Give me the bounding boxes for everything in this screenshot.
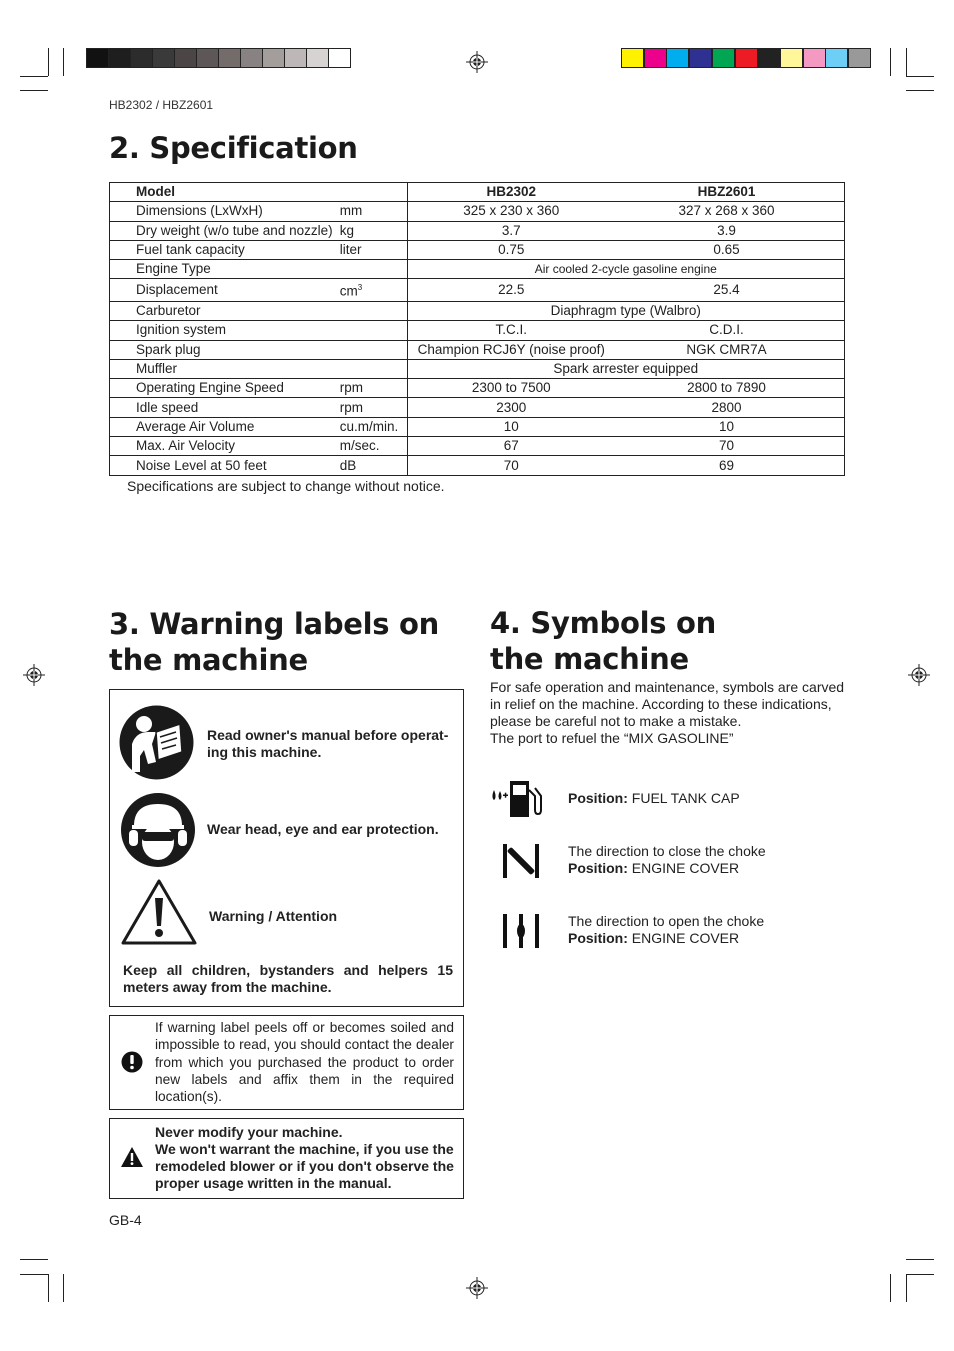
spec-unit [340,417,407,436]
spec-unit [340,437,407,456]
keep-away-notice: Keep all children, bystanders and helpers 15 meters away from the machine. [123,962,453,995]
spec-value-b: NGK CMR7A [615,340,844,359]
gray-swatch [130,48,153,68]
spec-unit-text: cu.m/min. [339,418,399,434]
symbol-item-3 [568,913,764,947]
spec-unit [340,301,407,320]
spec-title: 2. Specification [109,131,358,165]
symbol-3-desc: The direction to open the choke [568,913,765,929]
table-row [110,359,845,378]
table-row [110,456,845,475]
symbols-intro [490,679,848,747]
spec-unit [340,456,407,475]
table-row [110,260,845,279]
registration-mark-icon [908,664,930,686]
color-swatch [803,48,826,68]
symbols-intro-port: The port to refuel the “MIX GASOLINE” [490,730,734,746]
label-replacement-box [109,1015,464,1110]
registration-mark-icon [466,51,488,73]
peel-notice-text: If warning label peels off or becomes soiled and impossible to read, you should contact the dealer from which you purchased the product to order new labels and affix them in the required location(s). [155,1020,454,1105]
spec-value-shared: Air cooled 2-cycle gasoline engine [407,260,845,279]
symbol-3-position: ENGINE COVER [631,930,740,946]
spec-unit-text: rpm [339,399,364,415]
gray-swatch [174,48,197,68]
spec-unit [340,260,407,279]
position-label: Position: [568,930,628,946]
color-swatch [666,48,689,68]
head-eye-ear-protection-icon [120,792,196,868]
spec-value-b: 70 [615,437,844,456]
choke-close-icon [500,842,542,880]
symbol-item-1 [568,790,740,806]
registration-mark-icon [23,664,45,686]
spec-table [109,182,845,476]
color-swatch [757,48,780,68]
spec-unit [340,379,407,398]
table-row [110,301,845,320]
spec-value-a: 0.75 [407,240,615,259]
symbols-title-line1: 4. Symbols on [490,606,716,640]
registration-mark-icon [466,1277,488,1299]
symbols-title-line2: the machine [490,642,689,676]
spec-name: Carburetor [110,301,340,320]
spec-name: Dimensions (LxWxH) [110,202,340,221]
spec-unit [340,321,407,340]
spec-unit [340,279,407,302]
spec-unit-sup: 3 [357,283,363,293]
spec-value-a: T.C.I. [407,321,615,340]
gray-swatch [306,48,329,68]
spec-value-a: 10 [407,417,615,436]
read-manual-icon [118,704,195,781]
position-label: Position: [568,860,628,876]
spec-value-b: 2800 [615,398,844,417]
spec-value-b: 69 [615,456,844,475]
table-row [110,240,845,259]
color-swatch [780,48,803,68]
spec-unit-text: cm [339,283,358,299]
table-header-row [110,183,845,202]
spec-unit [340,240,407,259]
spec-value-a: 2300 to 7500 [407,379,615,398]
spec-unit-text: dB [339,457,357,473]
warning-title-line1: 3. Warning labels on [109,607,440,641]
symbol-item-2 [568,843,766,877]
symbols-title [490,605,716,677]
spec-value-a: 325 x 230 x 360 [407,202,615,221]
fuel-mix-icon [489,778,547,818]
modify-line1: Never modify your machine. [155,1124,343,1140]
gray-swatch [328,48,351,68]
table-row [110,202,845,221]
spec-name: Average Air Volume [110,417,340,436]
spec-value-a: 22.5 [407,279,615,302]
spec-unit-text: rpm [339,380,364,396]
label-protection: Wear head, eye and ear protection. [207,821,439,837]
table-row [110,379,845,398]
spec-value-shared: Diaphragm type (Walbro) [407,301,845,320]
color-swatch [712,48,735,68]
color-swatch [735,48,758,68]
gray-swatch [284,48,307,68]
modify-warning-box [109,1118,464,1199]
spec-value-b: 0.65 [615,240,844,259]
table-row [110,398,845,417]
warning-title [109,606,439,678]
symbols-intro-text: For safe operation and maintenance, symbols are carved in relief on the machine. According to these indications, please be careful not to make a mistake. [490,679,845,729]
spec-value-b: C.D.I. [615,321,844,340]
table-row [110,279,845,302]
spec-unit [340,340,407,359]
gray-swatch [108,48,131,68]
spec-value-a: Champion RCJ6Y (noise proof) [407,340,615,359]
model-header: HB2302 / HBZ2601 [109,98,214,112]
spec-name: Operating Engine Speed [110,379,340,398]
color-swatch [644,48,667,68]
warning-title-line2: the machine [109,643,308,677]
page-number: GB-4 [109,1212,142,1228]
color-swatch [825,48,848,68]
color-swatch [848,48,871,68]
spec-unit [340,202,407,221]
table-row [110,321,845,340]
spec-value-b: 25.4 [615,279,844,302]
gray-swatch [262,48,285,68]
table-row [110,417,845,436]
gray-swatch [218,48,241,68]
spec-name: Ignition system [110,321,340,340]
spec-unit-text: mm [339,203,363,219]
color-swatch [689,48,712,68]
spec-unit-text: kg [339,222,355,238]
position-label: Position: [568,790,628,806]
spec-name: Displacement [110,279,340,302]
label-read-manual: Read owner's manual before operat-ing this machine. [207,727,449,760]
table-row [110,437,845,456]
color-swatch [621,48,644,68]
warning-triangle-icon [120,878,198,946]
col-model-header: Model [136,184,175,200]
modify-line2: We won't warrant the machine, if you use the remodeled blower or if you don't observe the proper usage written in the manual. [155,1141,454,1191]
spec-value-a: 3.7 [407,221,615,240]
symbol-2-desc: The direction to close the choke [568,843,766,859]
spec-value-b: 10 [615,417,844,436]
spec-unit [340,359,407,378]
spec-name: Idle speed [110,398,340,417]
col-b-header: HBZ2601 [697,184,756,200]
col-a-header: HB2302 [407,183,615,202]
spec-value-a: 70 [407,456,615,475]
gray-swatch [196,48,219,68]
spec-name: Max. Air Velocity [110,437,340,456]
spec-value-b: 2800 to 7890 [615,379,844,398]
table-row [110,221,845,240]
spec-name: Muffler [110,359,340,378]
spec-name: Engine Type [110,260,340,279]
warning-labels-box [109,689,464,1007]
spec-value-b: 327 x 268 x 360 [615,202,844,221]
spec-name: Fuel tank capacity [110,240,340,259]
exclamation-circle-icon [121,1051,143,1073]
spec-value-b: 3.9 [615,221,844,240]
spec-value-a: 2300 [407,398,615,417]
table-row [110,340,845,359]
spec-unit [340,221,407,240]
gray-swatch [86,48,109,68]
modify-warning-text [155,1124,459,1192]
spec-name: Noise Level at 50 feet [110,456,340,475]
spec-unit-text: liter [339,242,362,258]
spec-value-a: 67 [407,437,615,456]
symbol-2-position: ENGINE COVER [631,860,740,876]
symbol-1-position: FUEL TANK CAP [631,790,740,806]
spec-unit [340,398,407,417]
spec-note: Specifications are subject to change without notice. [127,478,445,494]
gray-swatch [152,48,175,68]
spec-name: Dry weight (w/o tube and nozzle) [110,221,340,240]
spec-value-shared: Spark arrester equipped [407,359,845,378]
warning-triangle-small-icon [120,1146,144,1168]
label-warning-attention: Warning / Attention [209,908,338,924]
choke-open-icon [500,912,542,950]
gray-swatch [240,48,263,68]
spec-name: Spark plug [110,340,340,359]
spec-unit-text: m/sec. [339,438,380,454]
